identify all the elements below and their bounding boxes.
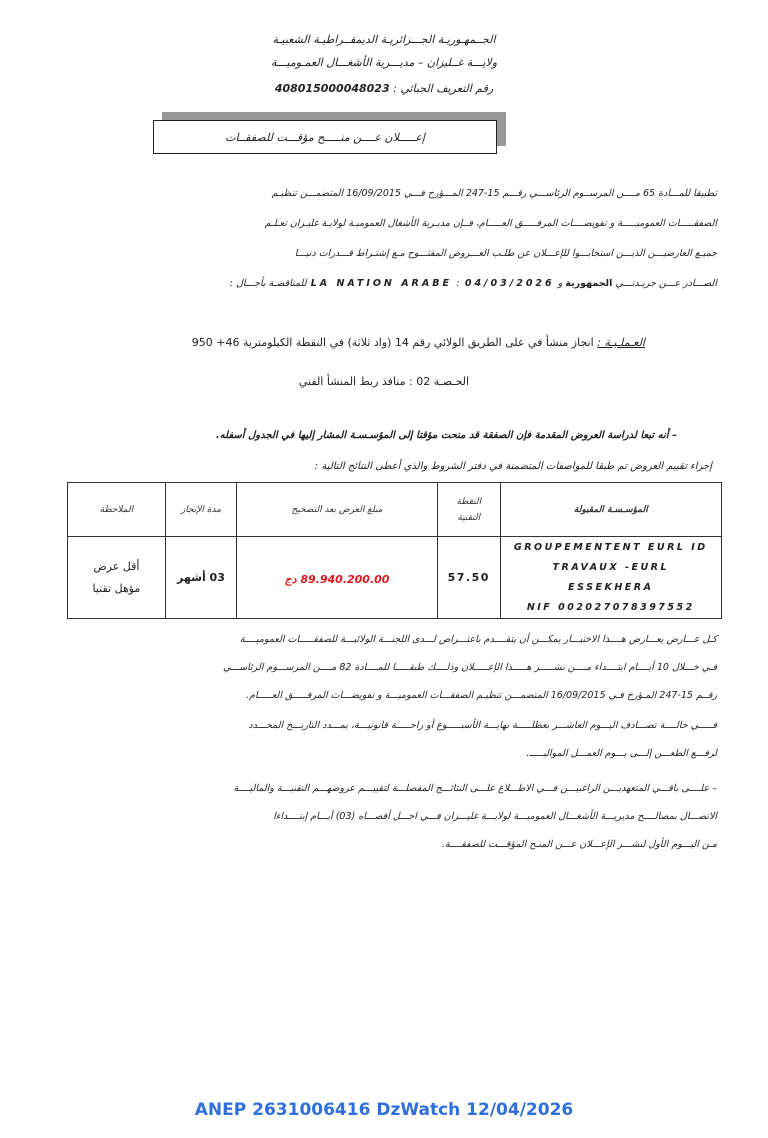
- intro-colon: :: [456, 278, 461, 289]
- col-score-header: النقطة التقنية: [437, 483, 500, 537]
- cell-score: 57.50: [437, 537, 500, 619]
- nif-label: رقم التعريف الجبائي :: [393, 82, 494, 95]
- body-p1-line-3: رقــم 15-247 المـؤرخ فـي 16/09/2015 المتضمـــن تنظيـم الصفقـــات العموميـــة و تفويضـــات المرفـــــق العـــــام.: [246, 690, 717, 701]
- header-directorate: ولايـــة غــليزان – مديـــرية الأشغـــال العمـوميـــة: [270, 56, 498, 69]
- operation-label: العـملـيـة :: [597, 336, 645, 349]
- newspaper-la-nation-arabe: LA NATION ARABE: [310, 278, 452, 289]
- body-p3-line-2: الاتصـــال بمصالــــح مديريـــة الأشغـــال العموميـــة لولايـــة غليـــزان فـــي اجـــل أقصـــاه (03) أيـــام إبتــــداءا: [273, 811, 717, 822]
- cell-duration: 03 أشهر: [165, 537, 236, 619]
- col-notes-header: الملاحظة: [68, 483, 166, 537]
- body-p3-line-1: – علــــى باقـــي المتعهديـــن الراغبيـــن فـــي الاطـــلاع علـــى النتائـــج المفصلـــة لتقييـــم عروضهـــم التقنيـــة والماليــــة: [233, 783, 717, 794]
- cell-company: GROUPEMENTENT EURL ID TRAVAUX -EURL ESSEKHERA NIF 002027078397552: [500, 537, 721, 619]
- notice-award: – أنه تبعا لدراسة العروض المقدمة فإن الصفقة قد منحت مؤقتا إلى المؤسـسـة المشار إليها في الجدول أسفله.: [215, 430, 677, 441]
- operation-text: انجاز منشأ في على الطريق الولائي رقم 14 (واد ثلاثة) في النقطة الكيلومترية 46+ 950: [191, 336, 594, 349]
- intro-line-4: [45, 278, 717, 289]
- page-title: إعـــــلان عــــن منـــــح مؤقـــت للصفقــات: [153, 120, 497, 154]
- intro-line-1: تطبيقا للمـــادة 65 مــــن المرســوم الرئاســـي رقـــم 15-247 المـــؤرخ فـــي 16/09/2015 المتضمـــن تنظيـم: [271, 188, 717, 199]
- body-p1-line-1: كـل عـــارض يعـــارض هــــذا الاختيـــار يمكـــن أن يتقــــدم باعتـــراض لـــدى اللجنـــة الولائيـــة للصفقـــــات العموميــــة: [239, 634, 717, 645]
- results-table: [67, 482, 722, 619]
- operation-line: [60, 336, 645, 349]
- cell-notes: أقل عرض مؤهل تقنيا: [68, 537, 166, 619]
- intro-newspapers-label: الصـــادر عـــن جريـدتـــي: [615, 278, 717, 289]
- body-p2-line-2: لرفـــع الطعـــن إلـــى يـــوم العمـــل المواليـــــ.: [526, 748, 717, 759]
- col-duration-header: مدة الإنجاز: [165, 483, 236, 537]
- col-amount-header: مبلغ العرض بعد التصحيح: [237, 483, 438, 537]
- intro-line-2: الصفقـــــات العموميـــــة و تفويضــــات المرفـــــق العـــــام، فــإن مديـرية الأشغال العموميـة لولايـة غليـزان تعـلـم: [264, 218, 717, 229]
- notice-evaluation: إجراء تقييم العروض تم طبقا للمواصفات المتضمنة في دفتر الشروط والذي أعطى النتائج التالية :: [314, 461, 712, 472]
- intro-line-3: جميـع العارضيـــن الذيـــن استجابـــوا للإعـــلان عن طلـب العـــروض المفتـــوح مـع إشتـراط قـــدرات دنيـــا: [294, 248, 717, 259]
- cell-amount: 89.940.200.00 دج: [237, 537, 438, 619]
- publication-date: 04/03/2026: [464, 278, 555, 289]
- intro-deadline-label: للمناقصـة بأجـــال :: [229, 278, 307, 289]
- nif-value: 408015000048023: [274, 82, 390, 95]
- intro-and: و: [557, 278, 563, 289]
- lot-title: الحـصـة 02 : منافذ ربط المنشأ الفني: [298, 375, 470, 388]
- col-company-header: المؤسـسـة المقبولة: [500, 483, 721, 537]
- header-nif: [0, 82, 768, 95]
- body-p3-line-3: مـن اليـــوم الأول لنشـــر الإعـــلان عـــن المنـح المؤقـــت للصفقــــة.: [442, 839, 717, 850]
- newspaper-eljoumhouria: الجمهورية: [565, 278, 613, 289]
- header-republic: الجــمهـوريـة الجـــزائريـة الديمقــراطيـة الشعبيـة: [272, 33, 496, 46]
- body-p1-line-2: فـي خـــلال 10 أيــــام ابتــــداء مــــن نشـــــر هـــــذا الإعـــــلان وذلــــك طبقـــــا للمــــادة 82 مــــن المرســـوم الرئاســـي: [222, 662, 717, 673]
- table-row: [68, 537, 722, 619]
- table-header-row: [68, 483, 722, 537]
- body-p2-line-1: فـــــي حالــــة تصـــادف اليـــوم العاشـــر بعطلـــــة نهايـــة الأسبـــــوع أو راحـــــة قانونيـــة، يمـــدد التاريـــخ المحـــدد: [248, 720, 717, 731]
- anep-footer: ANEP 2631006416 DzWatch 12/04/2026: [194, 1100, 574, 1120]
